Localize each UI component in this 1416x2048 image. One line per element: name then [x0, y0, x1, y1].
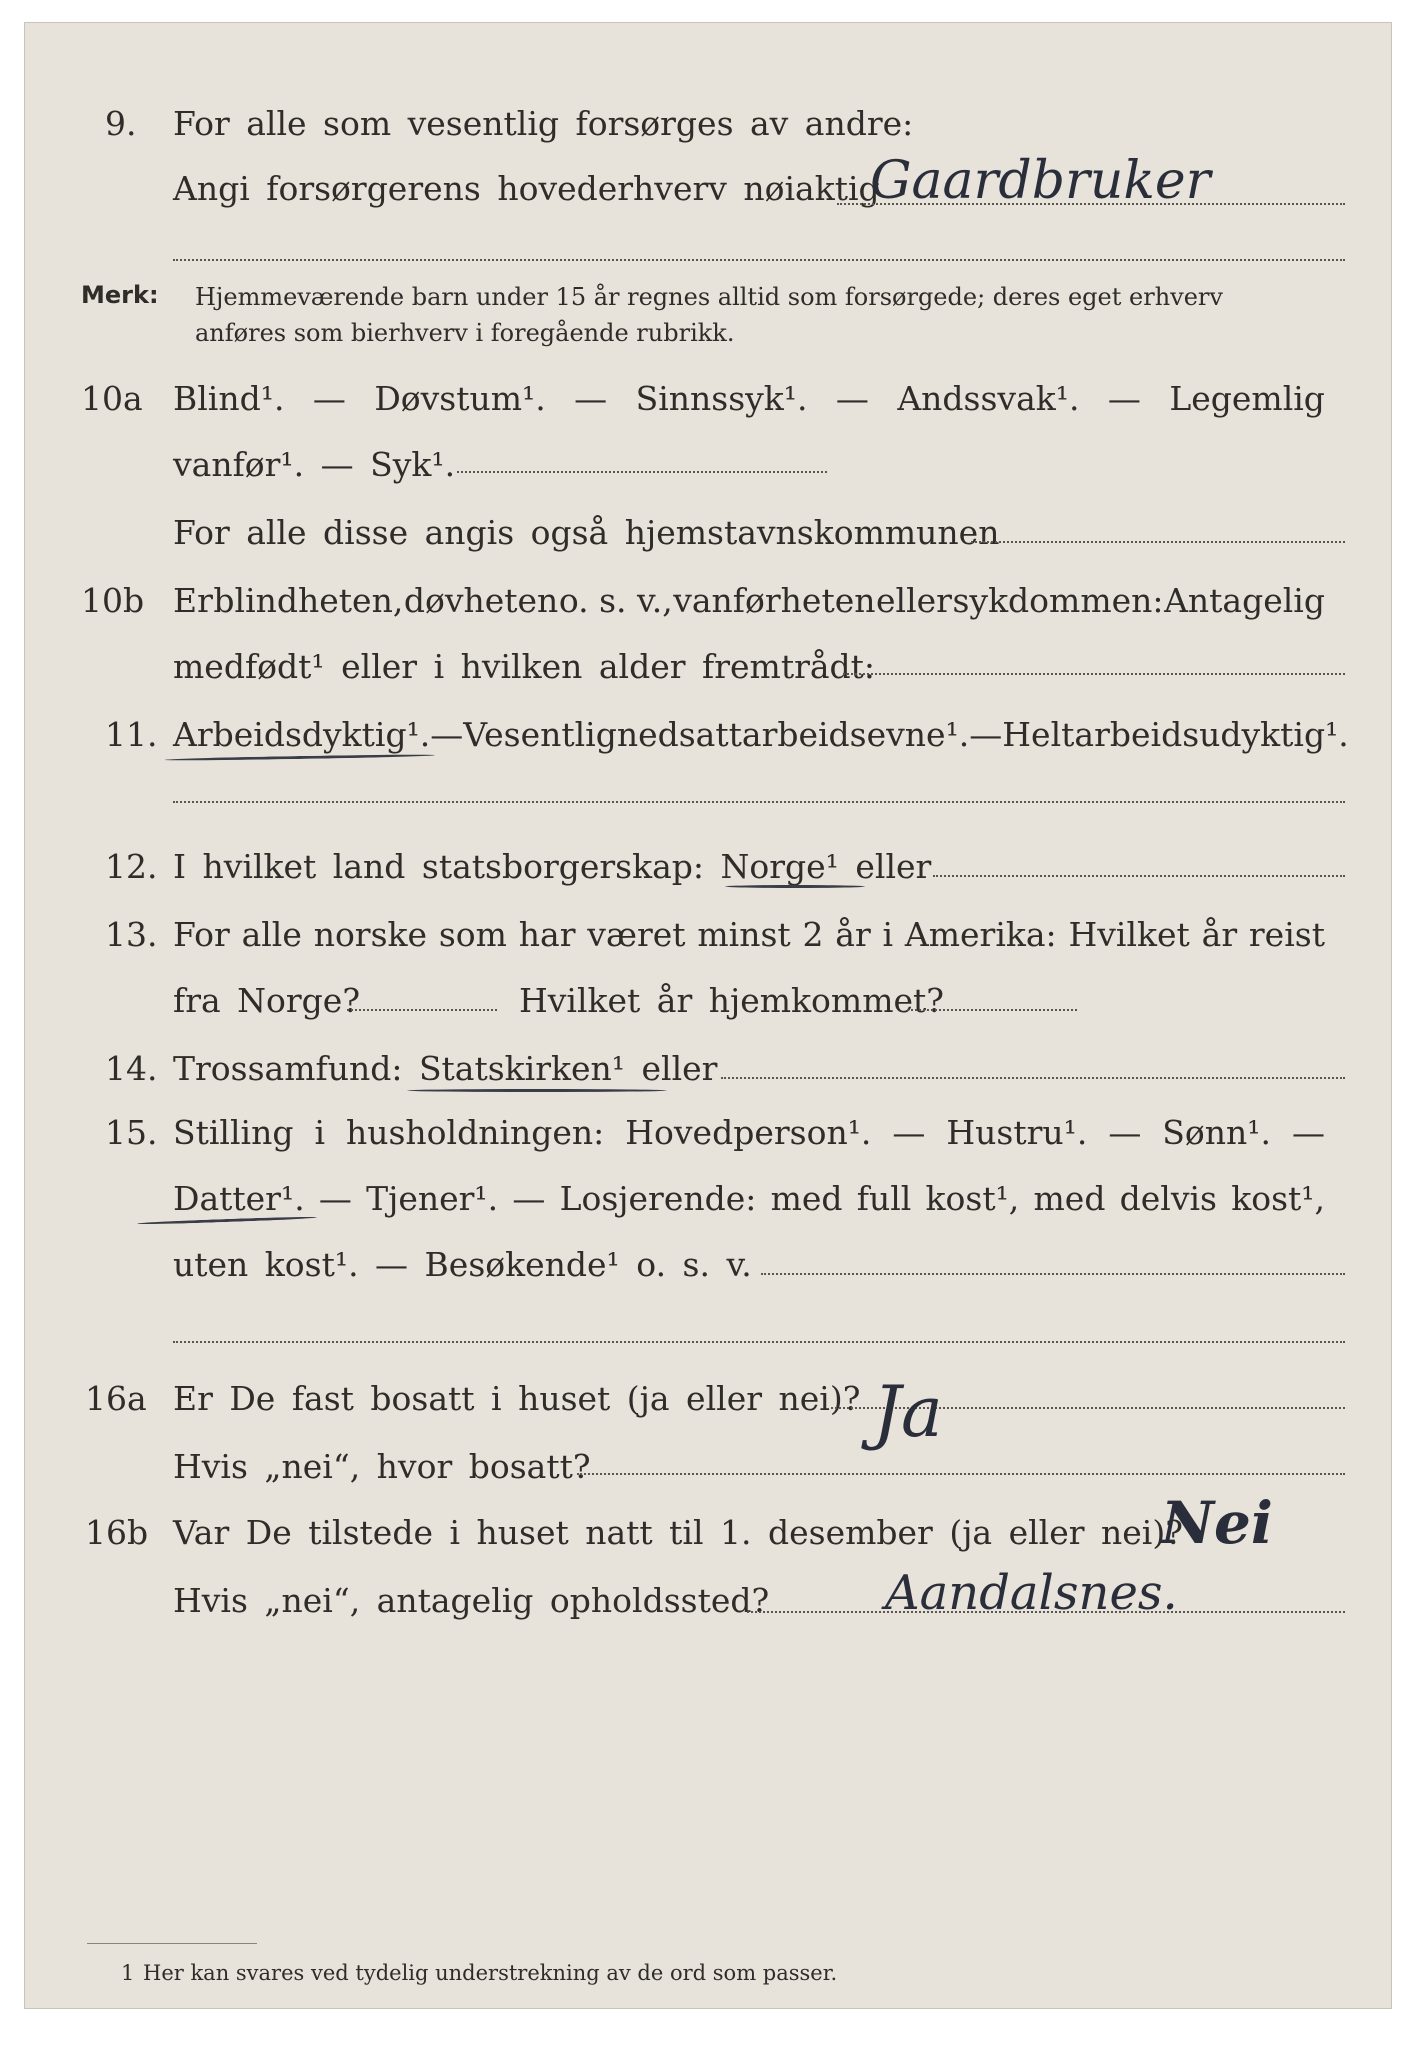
option-datter: Datter¹.: [173, 1179, 305, 1218]
question-text: [173, 1113, 1325, 1152]
question-text: fra Norge?: [173, 981, 361, 1020]
note-line-1: [81, 281, 159, 309]
dash: —: [430, 715, 464, 754]
question-15-line-2: [25, 1173, 1391, 1225]
word: været: [587, 915, 686, 954]
question-text: uten kost¹. — Besøkende¹ o. s. v.: [173, 1245, 752, 1284]
word: har: [518, 915, 576, 954]
handwritten-answer: Aandalsnes.: [885, 1565, 1178, 1621]
note-text-2: anføres som bierhverv i foregående rubrikk.: [195, 319, 735, 347]
answer-line: [971, 541, 1345, 543]
footnote-rule: [87, 1943, 257, 1944]
question-9: [25, 98, 1391, 150]
answer-line: [457, 471, 827, 473]
option-nedsatt-arbeidsevne: arbeidsevne¹.: [741, 715, 970, 754]
option-sinnssyk: Sinnssyk¹.: [635, 379, 808, 418]
question-text: [173, 581, 1325, 620]
question-text: Hvis „nei“, antagelig opholdssted?: [173, 1581, 770, 1620]
option-blind: Blind¹.: [173, 379, 285, 418]
question-10a: [25, 373, 1391, 425]
question-text: Hvis „nei“, hvor bosatt?: [173, 1447, 591, 1486]
word: som: [438, 915, 507, 954]
footnote-text: Her kan svares ved tydelig understrekning av de ord som passer.: [143, 1961, 838, 1985]
option-sonn: Sønn¹.: [1162, 1113, 1271, 1152]
dash: —: [892, 1113, 926, 1152]
answer-line: [761, 1273, 1345, 1275]
dash: —: [312, 379, 346, 418]
question-16a-line-2: [25, 1441, 1391, 1493]
question-15-line-3: [25, 1239, 1391, 1291]
option-full-kost: kost¹,: [925, 1179, 1020, 1218]
dash: —: [969, 715, 1003, 754]
question-number: 12.: [105, 847, 158, 886]
question-text: [173, 379, 1325, 418]
question-number: 16a: [85, 1379, 147, 1418]
question-10b: [25, 575, 1391, 627]
word: år: [1201, 915, 1238, 954]
word: Vesentlig: [463, 715, 617, 754]
question-text: For alle disse angis også hjemstavnskommunen: [173, 513, 1000, 552]
question-16a: [25, 1373, 1391, 1425]
dash: —: [574, 379, 608, 418]
word: med: [1033, 1179, 1106, 1218]
handwritten-underline: [407, 1089, 667, 1092]
dash: —: [1107, 379, 1141, 418]
question-12: [25, 841, 1391, 893]
handwritten-underline: [725, 885, 865, 888]
answer-line: [173, 259, 1345, 261]
option-arbeidsdyktig: Arbeidsdyktig¹.: [173, 715, 431, 754]
question-text: Trossamfund: Statskirken¹ eller: [173, 1049, 718, 1088]
question-number: 10b: [81, 581, 145, 620]
question-text: Var De tilstede i huset natt til 1. desember (ja eller nei)?: [173, 1513, 1183, 1552]
question-text: [173, 715, 1349, 754]
word: Er: [173, 581, 213, 620]
question-15: [25, 1107, 1391, 1159]
word: o. s. v.,: [558, 581, 673, 620]
question-number: 15.: [105, 1113, 158, 1152]
answer-line: [843, 673, 1345, 675]
answer-line: [173, 1341, 1345, 1343]
word: eller: [876, 581, 952, 620]
option-legemlig: Legemlig: [1169, 379, 1325, 418]
word: i: [882, 915, 894, 954]
question-number: 14.: [105, 1049, 158, 1088]
word: med: [770, 1179, 843, 1218]
word: For: [173, 915, 230, 954]
word: sykdommen:: [952, 581, 1164, 620]
question-10a-line-3: [25, 507, 1391, 559]
answer-line: [907, 1009, 1077, 1011]
option-tjener: Tjener¹.: [366, 1179, 499, 1218]
word: delvis: [1119, 1179, 1217, 1218]
word: Hvilket: [1068, 915, 1190, 954]
dash: —: [835, 379, 869, 418]
question-text: [173, 1179, 1325, 1218]
note-text-1: Hjemmeværende barn under 15 år regnes alltid som forsørgede; deres eget erhverv: [195, 283, 1223, 311]
question-number: 9.: [105, 104, 137, 143]
word: alle: [241, 915, 302, 954]
question-number: 11.: [105, 715, 158, 754]
dash: —: [512, 1179, 546, 1218]
question-text: vanfør¹. — Syk¹.: [173, 445, 456, 484]
footnote-mark: 1: [121, 1961, 135, 1985]
dash: —: [1108, 1113, 1142, 1152]
question-13-line-2: [25, 975, 1391, 1027]
answer-line: [721, 1077, 1345, 1079]
question-text: medfødt¹ eller i hvilken alder fremtrådt:: [173, 647, 876, 686]
word: Helt: [1002, 715, 1075, 754]
question-text: Hvilket år hjemkommet?: [519, 981, 944, 1020]
handwritten-answer: Nei: [1161, 1489, 1273, 1557]
word: minst: [697, 915, 791, 954]
option-dovstum: Døvstum¹.: [374, 379, 546, 418]
question-13: [25, 909, 1391, 961]
question-14: [25, 1043, 1391, 1095]
question-11: [25, 709, 1391, 761]
question-16b-line-2: [25, 1575, 1391, 1627]
handwritten-answer: Ja: [873, 1371, 943, 1453]
question-text: [173, 915, 1325, 954]
question-text: For alle som vesentlig forsørges av andre:: [173, 104, 914, 143]
option-andssvak: Andssvak¹.: [897, 379, 1080, 418]
word: 2: [802, 915, 824, 954]
word: år: [835, 915, 871, 954]
question-text: I hvilket land statsborgerskap: Norge¹ eller: [173, 847, 932, 886]
dash: —: [318, 1179, 352, 1218]
answer-line: [577, 1473, 1345, 1475]
word: Stilling: [173, 1113, 294, 1152]
question-10a-line-2: [25, 439, 1391, 491]
handwritten-answer: Gaardbruker: [870, 151, 1211, 211]
option-hustru: Hustru¹.: [946, 1113, 1088, 1152]
question-text: Angi forsørgerens hovederhverv nøiaktig: [173, 169, 880, 208]
word: norske: [313, 915, 428, 954]
dash: —: [1291, 1113, 1325, 1152]
option-arbeidsudyktig: arbeidsudyktig¹.: [1074, 715, 1349, 754]
word: nedsatt: [616, 715, 742, 754]
answer-line: [933, 875, 1345, 877]
word: Losjerende:: [559, 1179, 757, 1218]
answer-line: [347, 1009, 497, 1011]
word: blindheten,: [213, 581, 404, 620]
word: Antagelig: [1164, 581, 1325, 620]
note-label: Merk:: [81, 281, 159, 309]
question-number: 16b: [85, 1513, 149, 1552]
answer-line: [173, 801, 1345, 803]
word: husholdningen:: [345, 1113, 605, 1152]
word: døvheten: [403, 581, 559, 620]
word: full: [856, 1179, 912, 1218]
question-number: 13.: [105, 915, 158, 954]
question-number: 10a: [81, 379, 143, 418]
word: vanførheten: [673, 581, 876, 620]
option-hovedperson: Hovedperson¹.: [625, 1113, 872, 1152]
option-delvis-kost: kost¹,: [1231, 1179, 1325, 1218]
word: reist: [1248, 915, 1325, 954]
word: i: [314, 1113, 325, 1152]
question-10b-line-2: [25, 641, 1391, 693]
census-form-page: [24, 22, 1392, 2009]
word: Amerika:: [904, 915, 1057, 954]
question-text: Er De fast bosatt i huset (ja eller nei)?: [173, 1379, 861, 1418]
